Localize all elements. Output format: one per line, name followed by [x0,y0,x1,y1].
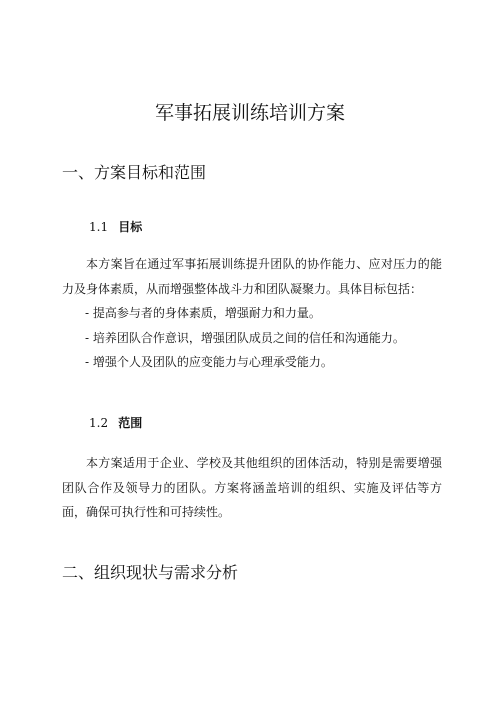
subsection-heading-1-2 [89,414,142,431]
subsection-number: 1.2 [89,416,109,430]
list-item: - 增强个人及团队的应变能力与心理承受能力。 [85,355,333,369]
subsection-number: 1.1 [89,220,109,234]
subsection-title: 范围 [118,416,143,430]
goal-paragraph: 本方案旨在通过军事拓展训练提升团队的协作能力、应对压力的能力及身体素质，从而增强整体战斗力和团队凝聚力。具体目标包括： [62,257,442,296]
goal-bullet-list [85,301,405,375]
subsection-title: 目标 [118,220,143,234]
scope-paragraph: 本方案适用于企业、学校及其他组织的团体活动，特别是需要增强团队合作及领导力的团队。方案将涵盖培训的组织、实施及评估等方面，确保可执行性和可持续性。 [62,456,442,519]
list-item: - 培养团队合作意识，增强团队成员之间的信任和沟通能力。 [85,330,405,345]
list-item: - 提高参与者的身体素质，增强耐力和力量。 [85,306,321,320]
section-heading-2: 二、组织现状与需求分析 [62,563,239,582]
subsection-heading-1-1 [89,218,142,235]
section-heading-1: 一、方案目标和范围 [62,163,207,182]
document-title: 军事拓展训练培训方案 [154,102,345,124]
